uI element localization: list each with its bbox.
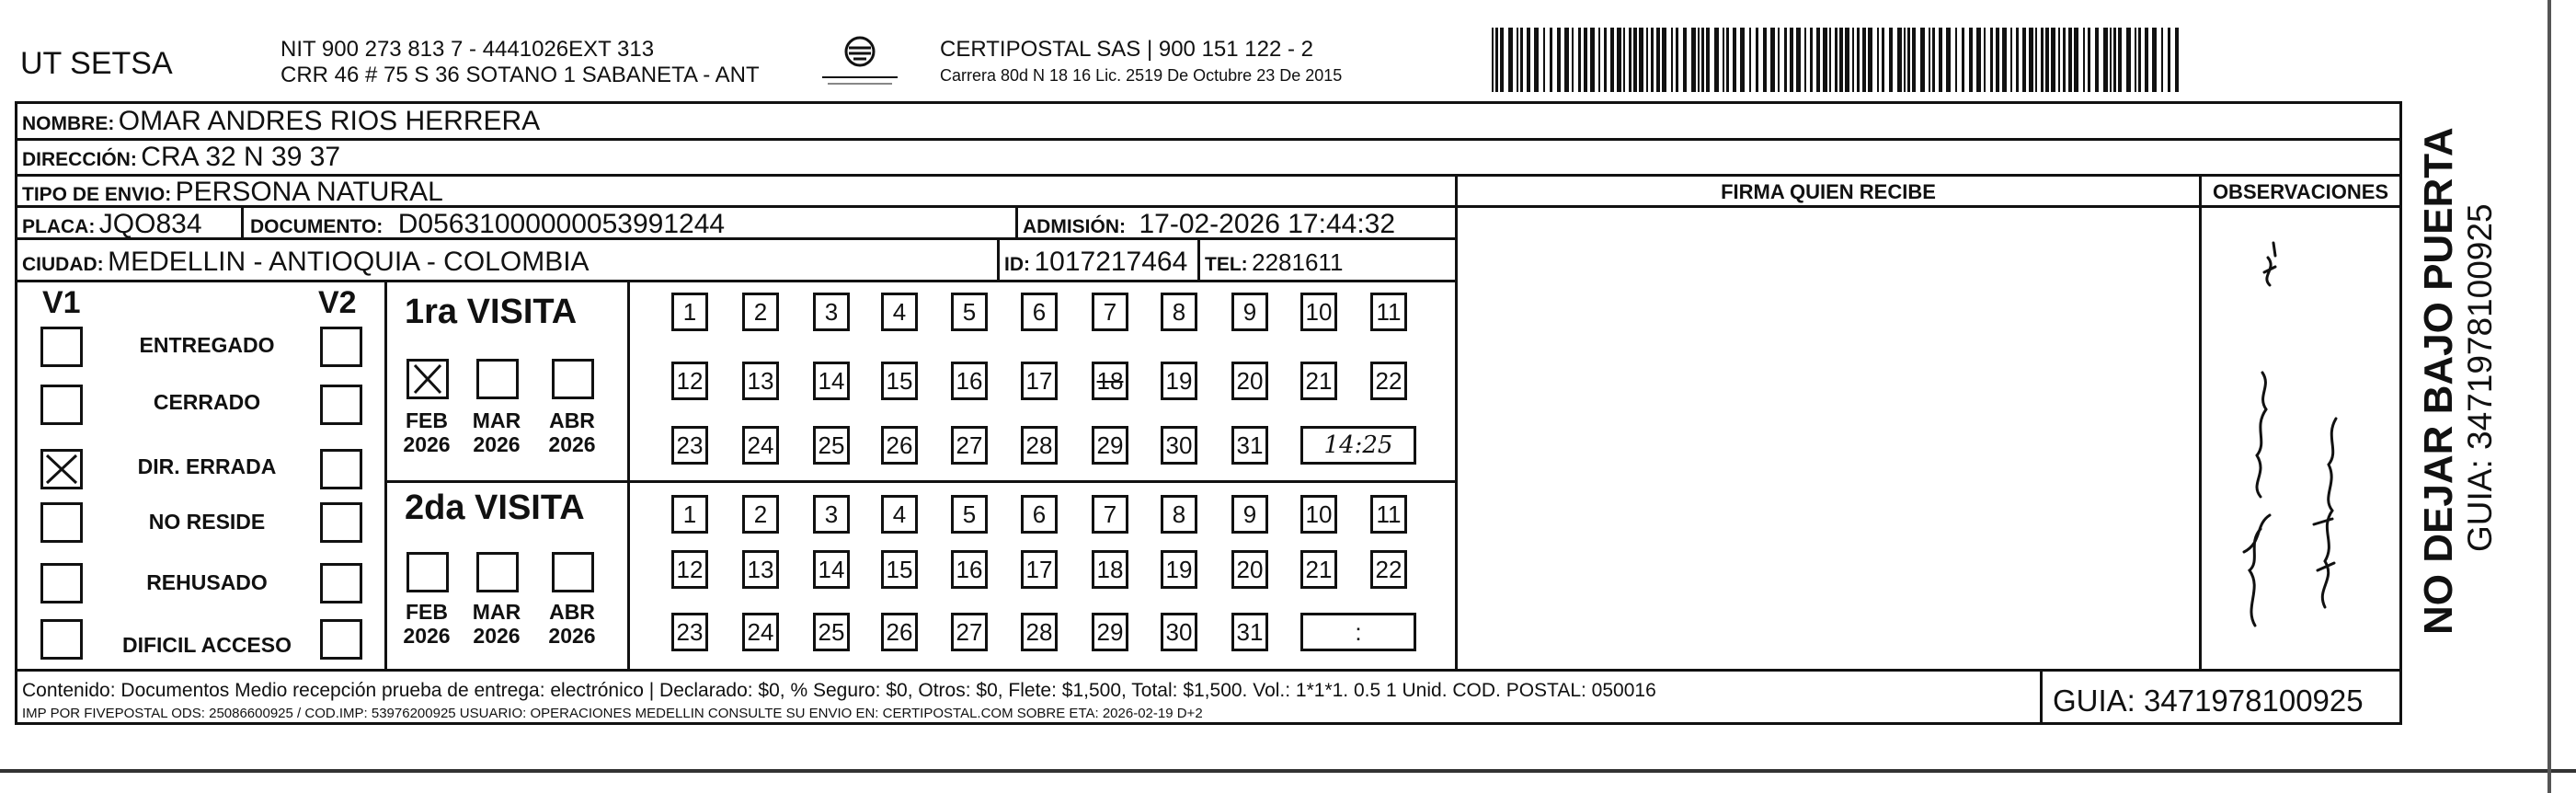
first-visit-day-box[interactable]: 26 xyxy=(881,426,918,465)
barcode-bar xyxy=(1939,28,1942,92)
barcode-bar xyxy=(1701,28,1704,92)
status-label: ENTREGADO xyxy=(139,333,275,357)
first-visit-day-box[interactable]: 4 xyxy=(881,293,918,331)
month-year: 2026 xyxy=(473,432,521,457)
barcode-bar xyxy=(1862,28,1866,92)
month-year: 2026 xyxy=(548,624,596,649)
second-visit-day-box[interactable]: 25 xyxy=(813,613,850,651)
first-visit-time-box[interactable]: 14:25 xyxy=(1300,426,1416,465)
month-year: 2026 xyxy=(548,432,596,457)
barcode-bar xyxy=(1920,28,1925,92)
second-visit-day-box[interactable]: 5 xyxy=(951,495,988,534)
second-visit-day-box[interactable]: 22 xyxy=(1370,550,1407,589)
barcode-bar xyxy=(1816,28,1820,92)
second-visit-day-box[interactable]: 3 xyxy=(813,495,850,534)
barcode-bar xyxy=(1749,28,1751,92)
guia-number: GUIA: 3471978100925 xyxy=(2053,684,2364,718)
barcode-bar xyxy=(2152,28,2157,92)
barcode-bar xyxy=(1714,28,1719,92)
content-line: Contenido: Documentos Medio recepción prueba de entrega: electrónico | Declarado: $0, % Seguro: $0, Otros: $0, Flete: $1,500, Total: $1,500. Vol.: 1*1*1. 0.5 1 Unid. COD. POSTAL: 050016 xyxy=(22,680,1656,701)
month-label xyxy=(469,408,524,457)
second-visit-day-box[interactable]: 14 xyxy=(813,550,850,589)
second-visit-time-box[interactable]: : xyxy=(1300,613,1416,651)
barcode-bar xyxy=(1810,28,1813,92)
second-visit-month-checkbox[interactable] xyxy=(476,552,519,592)
month-year: 2026 xyxy=(403,432,451,457)
barcode-bar xyxy=(1726,28,1729,92)
barcode-bar xyxy=(2058,28,2060,92)
first-visit-day-box[interactable]: 24 xyxy=(742,426,779,465)
barcode-bar xyxy=(1829,28,1831,92)
second-visit-day-box[interactable]: 26 xyxy=(881,613,918,651)
barcode-bar xyxy=(2016,28,2019,92)
status-label: DIFICIL ACCESO xyxy=(121,633,292,657)
v1-checkbox[interactable] xyxy=(40,385,83,425)
first-visit-day-box[interactable]: 29 xyxy=(1092,426,1128,465)
barcode-bar xyxy=(1723,28,1724,92)
city-label: CIUDAD: xyxy=(22,254,104,275)
barcode-bar xyxy=(1740,28,1745,92)
carrier-license: Carrera 80d N 18 16 Lic. 2519 De Octubre 23 De 2015 xyxy=(940,66,1343,85)
barcode-bar xyxy=(2041,28,2044,92)
first-visit-month-checkbox[interactable] xyxy=(476,359,519,399)
status-label: REHUSADO xyxy=(146,570,268,594)
barcode-bar xyxy=(1698,28,1700,92)
second-visit-day-box[interactable]: 13 xyxy=(742,550,779,589)
month-name: ABR xyxy=(549,408,595,432)
month-label xyxy=(544,600,600,649)
second-visit-day-box[interactable]: 15 xyxy=(881,550,918,589)
barcode-bar xyxy=(2145,28,2148,92)
barcode-bar xyxy=(1671,28,1673,92)
barcode-bar xyxy=(2138,28,2141,92)
barcode-bar xyxy=(2002,28,2007,92)
barcode-bar xyxy=(1996,28,1999,92)
first-visit-month-checkbox[interactable] xyxy=(406,359,449,399)
barcode-bar xyxy=(1796,28,1801,92)
barcode-bar xyxy=(1823,28,1827,92)
barcode-bar xyxy=(1590,28,1595,92)
certipostal-logo xyxy=(819,35,901,88)
second-visit-day-box[interactable]: 23 xyxy=(671,613,708,651)
barcode-bar xyxy=(2126,28,2131,92)
v2-checkbox[interactable] xyxy=(320,619,362,660)
barcode-bar xyxy=(1598,28,1600,92)
barcode-bar xyxy=(2045,28,2049,92)
side-guia: GUIA: 3471978100925 xyxy=(2461,203,2499,552)
barcode-bar xyxy=(1706,28,1710,92)
barcode-bar xyxy=(2074,28,2078,92)
plate-value: JQO834 xyxy=(98,209,202,239)
barcode-bar xyxy=(2068,28,2072,92)
barcode-bar xyxy=(1778,28,1780,92)
barcode-bar xyxy=(2022,28,2026,92)
barcode-bar xyxy=(2161,28,2163,92)
first-visit-day-box[interactable]: 12 xyxy=(671,362,708,400)
recipient-name: OMAR ANDRES RIOS HERRERA xyxy=(118,106,541,136)
month-label xyxy=(544,408,600,457)
plate-label: PLACA: xyxy=(22,216,96,237)
barcode-bar xyxy=(1756,28,1758,92)
barcode xyxy=(1492,28,2180,92)
barcode-bar xyxy=(1639,28,1643,92)
first-visit-day-box[interactable]: 20 xyxy=(1231,362,1268,400)
barcode-bar xyxy=(1543,28,1545,92)
first-visit-day-box[interactable]: 1 xyxy=(671,293,708,331)
barcode-bar xyxy=(1763,28,1767,92)
barcode-bar xyxy=(1932,28,1935,92)
second-visit-day-box[interactable]: 18 xyxy=(1092,550,1128,589)
barcode-bar xyxy=(2095,28,2099,92)
second-visit-day-box[interactable]: 27 xyxy=(951,613,988,651)
barcode-bar xyxy=(1651,28,1654,92)
barcode-bar xyxy=(1617,28,1621,92)
barcode-bar xyxy=(1517,28,1518,92)
month-label xyxy=(399,600,454,649)
second-visit-day-box[interactable]: 20 xyxy=(1231,550,1268,589)
document-value: D05631000000053991244 xyxy=(397,209,726,239)
month-label xyxy=(399,408,454,457)
tel-label: TEL: xyxy=(1205,254,1248,275)
first-visit-day-box[interactable]: 7 xyxy=(1092,293,1128,331)
handwritten-observation xyxy=(2207,221,2391,653)
city-value: MEDELLIN - ANTIOQUIA - COLOMBIA xyxy=(108,247,590,277)
first-visit-day-box[interactable]: 22 xyxy=(1370,362,1407,400)
second-visit-day-box[interactable]: 21 xyxy=(1300,550,1337,589)
second-visit-day-box[interactable]: 6 xyxy=(1021,495,1058,534)
company-address: CRR 46 # 75 S 36 SOTANO 1 SABANETA - ANT xyxy=(280,63,760,87)
first-visit-day-box[interactable]: 11 xyxy=(1370,293,1407,331)
first-visit-day-box[interactable]: 30 xyxy=(1161,426,1197,465)
second-visit-month-checkbox[interactable] xyxy=(552,552,594,592)
name-label: NOMBRE: xyxy=(22,113,115,134)
barcode-bar xyxy=(1990,28,1993,92)
id-value: 1017217464 xyxy=(1034,247,1188,277)
month-year: 2026 xyxy=(473,624,521,649)
barcode-bar xyxy=(1929,28,1930,92)
second-visit-day-box[interactable]: 9 xyxy=(1231,495,1268,534)
barcode-bar xyxy=(1877,28,1879,92)
first-visit-title: 1ra VISITA xyxy=(405,293,578,331)
barcode-bar xyxy=(1508,28,1513,92)
first-visit-day-box[interactable]: 25 xyxy=(813,426,850,465)
tel-value: 2281611 xyxy=(1252,248,1344,276)
first-visit-day-box[interactable]: 31 xyxy=(1231,426,1268,465)
v1-checkbox[interactable] xyxy=(40,502,83,543)
first-visit-day-box[interactable]: 16 xyxy=(951,362,988,400)
first-visit-day-box[interactable]: 2 xyxy=(742,293,779,331)
carrier-name: CERTIPOSTAL SAS | 900 151 122 - 2 xyxy=(940,37,1313,62)
month-name: ABR xyxy=(549,600,595,624)
first-visit-day-box[interactable]: 19 xyxy=(1161,362,1197,400)
status-label: NO RESIDE xyxy=(148,510,266,534)
barcode-bar xyxy=(1882,28,1884,92)
admission-value: 17-02-2026 17:44:32 xyxy=(1139,209,1396,239)
first-visit-day-box[interactable]: 18 xyxy=(1092,362,1128,400)
barcode-bar xyxy=(1683,28,1687,92)
second-visit-day-box[interactable]: 28 xyxy=(1021,613,1058,651)
barcode-bar xyxy=(1610,28,1614,92)
second-visit-day-box[interactable]: 30 xyxy=(1161,613,1197,651)
barcode-bar xyxy=(1495,28,1498,92)
second-visit-day-box[interactable]: 12 xyxy=(671,550,708,589)
month-name: FEB xyxy=(406,600,448,624)
address-label: DIRECCIÓN: xyxy=(22,149,137,170)
second-visit-day-box[interactable]: 4 xyxy=(881,495,918,534)
second-visit-day-box[interactable]: 2 xyxy=(742,495,779,534)
v2-checkbox[interactable] xyxy=(320,327,362,367)
barcode-bar xyxy=(1907,28,1910,92)
first-visit-day-box[interactable]: 21 xyxy=(1300,362,1337,400)
first-visit-day-box[interactable]: 28 xyxy=(1021,426,1058,465)
barcode-bar xyxy=(1976,28,1981,92)
shipment-type: PERSONA NATURAL xyxy=(175,177,443,207)
v2-checkbox[interactable] xyxy=(320,502,362,543)
barcode-bar xyxy=(1835,28,1838,92)
barcode-bar xyxy=(2088,28,2090,92)
barcode-bar xyxy=(1984,28,1986,92)
barcode-bar xyxy=(1623,28,1625,92)
barcode-bar xyxy=(1955,28,1957,92)
second-visit-day-box[interactable]: 7 xyxy=(1092,495,1128,534)
v1-checkbox[interactable] xyxy=(40,619,83,660)
barcode-bar xyxy=(2103,28,2108,92)
barcode-bar xyxy=(2118,28,2122,92)
barcode-bar xyxy=(1946,28,1951,92)
v1-checkbox[interactable] xyxy=(40,449,83,489)
v2-checkbox[interactable] xyxy=(320,449,362,489)
barcode-bar xyxy=(1564,28,1569,92)
barcode-bar xyxy=(2051,28,2055,92)
company-name: UT SETSA xyxy=(20,46,173,81)
barcode-bar xyxy=(1784,28,1787,92)
barcode-bar xyxy=(1633,28,1637,92)
barcode-bar xyxy=(2168,28,2170,92)
v1-header: V1 xyxy=(42,285,81,320)
second-visit-day-box[interactable]: 19 xyxy=(1161,550,1197,589)
company-nit: NIT 900 273 813 7 - 4441026EXT 313 xyxy=(280,37,655,62)
barcode-bar xyxy=(2135,28,2136,92)
barcode-bar xyxy=(1962,28,1964,92)
month-year: 2026 xyxy=(403,624,451,649)
second-visit-day-box[interactable]: 24 xyxy=(742,613,779,651)
status-label: CERRADO xyxy=(153,390,261,414)
barcode-bar xyxy=(2175,28,2179,92)
second-visit-day-box[interactable]: 16 xyxy=(951,550,988,589)
first-visit-month-checkbox[interactable] xyxy=(552,359,594,399)
second-visit-day-box[interactable]: 31 xyxy=(1231,613,1268,651)
barcode-bar xyxy=(1550,28,1552,92)
barcode-bar xyxy=(1969,28,1973,92)
side-warning: NO DEJAR BAJO PUERTA xyxy=(2416,127,2461,635)
barcode-bar xyxy=(2063,28,2066,92)
barcode-bar xyxy=(1520,28,1523,92)
barcode-bar xyxy=(1691,28,1696,92)
barcode-bar xyxy=(1662,28,1666,92)
first-visit-day-box[interactable]: 5 xyxy=(951,293,988,331)
barcode-bar xyxy=(1839,28,1843,92)
barcode-bar xyxy=(1804,28,1806,92)
barcode-bar xyxy=(2110,28,2112,92)
barcode-bar xyxy=(1604,28,1607,92)
admission-label: ADMISIÓN: xyxy=(1023,216,1126,237)
barcode-bar xyxy=(2113,28,2116,92)
month-name: MAR xyxy=(472,600,521,624)
second-visit-day-box[interactable]: 11 xyxy=(1370,495,1407,534)
second-visit-day-box[interactable]: 8 xyxy=(1161,495,1197,534)
barcode-bar xyxy=(1770,28,1775,92)
second-visit-day-box[interactable]: 29 xyxy=(1092,613,1128,651)
signature-header: FIRMA QUIEN RECIBE xyxy=(1721,180,1936,203)
second-visit-month-checkbox[interactable] xyxy=(406,552,449,592)
barcode-bar xyxy=(1578,28,1581,92)
first-visit-day-box[interactable]: 10 xyxy=(1300,293,1337,331)
barcode-bar xyxy=(1852,28,1854,92)
barcode-bar xyxy=(1646,28,1648,92)
first-visit-day-box[interactable]: 6 xyxy=(1021,293,1058,331)
second-visit-title: 2da VISITA xyxy=(405,488,585,527)
barcode-bar xyxy=(2010,28,2012,92)
first-visit-day-box[interactable]: 27 xyxy=(951,426,988,465)
first-visit-day-box[interactable]: 23 xyxy=(671,426,708,465)
first-visit-day-box[interactable]: 17 xyxy=(1021,362,1058,400)
barcode-bar xyxy=(2035,28,2037,92)
barcode-bar xyxy=(1557,28,1561,92)
second-visit-day-box[interactable]: 1 xyxy=(671,495,708,534)
first-visit-day-box[interactable]: 9 xyxy=(1231,293,1268,331)
first-visit-day-box[interactable]: 8 xyxy=(1161,293,1197,331)
barcode-bar xyxy=(1857,28,1860,92)
barcode-bar xyxy=(1492,28,1494,92)
barcode-bar xyxy=(1572,28,1574,92)
id-label: ID: xyxy=(1004,254,1030,275)
first-visit-day-box[interactable]: 14 xyxy=(813,362,850,400)
month-name: FEB xyxy=(406,408,448,432)
barcode-bar xyxy=(1868,28,1872,92)
barcode-bar xyxy=(1733,28,1736,92)
barcode-bar xyxy=(1912,28,1916,92)
barcode-bar xyxy=(1584,28,1587,92)
observations-header: OBSERVACIONES xyxy=(2212,180,2389,203)
v1-checkbox[interactable] xyxy=(40,327,83,367)
print-info-line: IMP POR FIVEPOSTAL ODS: 25086600925 / COD.IMP: 53976200925 USUARIO: OPERACIONES MEDELLIN CONSULTE SU ENVIO EN: CERTIPOSTAL.COM SOBRE ETA: 2026-02-19 D+2 xyxy=(22,706,1203,721)
month-name: MAR xyxy=(472,408,521,432)
type-label: TIPO DE ENVIO: xyxy=(22,184,172,205)
barcode-bar xyxy=(2083,28,2085,92)
barcode-bar xyxy=(1790,28,1793,92)
barcode-bar xyxy=(2029,28,2033,92)
barcode-bar xyxy=(1904,28,1906,92)
first-visit-day-box[interactable]: 13 xyxy=(742,362,779,400)
v2-checkbox[interactable] xyxy=(320,563,362,603)
barcode-bar xyxy=(1656,28,1660,92)
barcode-bar xyxy=(1676,28,1678,92)
first-visit-day-box[interactable]: 3 xyxy=(813,293,850,331)
barcode-bar xyxy=(1889,28,1893,92)
recipient-address: CRA 32 N 39 37 xyxy=(141,142,341,172)
v2-header: V2 xyxy=(318,285,357,320)
barcode-bar xyxy=(1845,28,1849,92)
barcode-bar xyxy=(1897,28,1902,92)
second-visit-day-box[interactable]: 10 xyxy=(1300,495,1337,534)
document-label: DOCUMENTO: xyxy=(250,216,384,237)
barcode-bar xyxy=(1500,28,1504,92)
barcode-bar xyxy=(1527,28,1530,92)
second-visit-day-box[interactable]: 17 xyxy=(1021,550,1058,589)
month-label xyxy=(469,600,524,649)
v1-checkbox[interactable] xyxy=(40,563,83,603)
first-visit-day-box[interactable]: 15 xyxy=(881,362,918,400)
status-label: DIR. ERRADA xyxy=(137,454,277,478)
barcode-bar xyxy=(1629,28,1631,92)
barcode-bar xyxy=(1534,28,1539,92)
v2-checkbox[interactable] xyxy=(320,385,362,425)
